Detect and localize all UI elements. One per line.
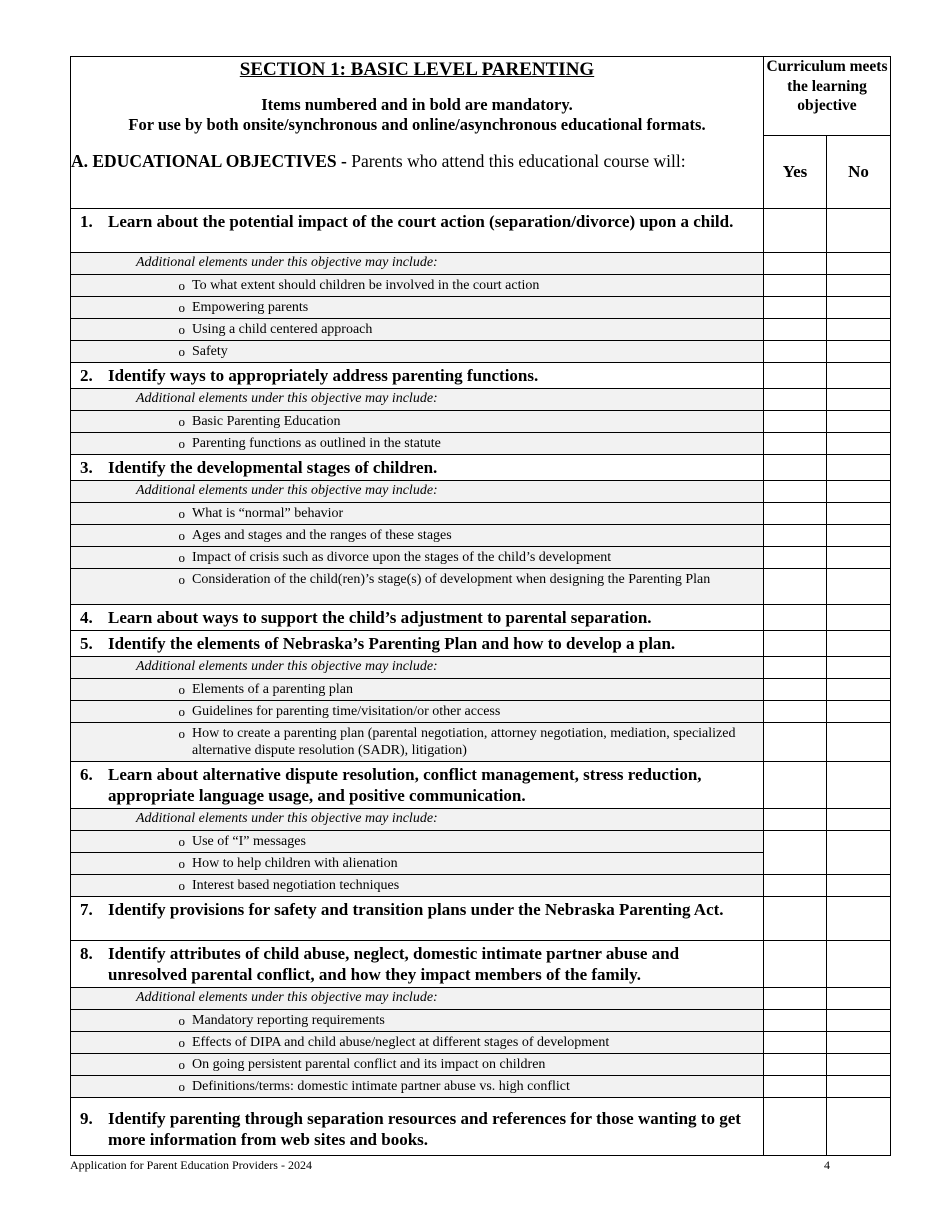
objective-number: 3. <box>80 458 93 477</box>
element-no-cell[interactable] <box>827 1076 891 1098</box>
bullet-icon: o <box>178 278 185 293</box>
format-note: For use by both onsite/synchronous and online/asynchronous educational formats. <box>128 115 706 134</box>
objective <box>71 897 763 922</box>
element-yes-cell[interactable] <box>764 1054 827 1076</box>
objective-text: Learn about ways to support the child’s adjustment to parental separation. <box>108 608 652 627</box>
objective-9-yes-checkbox-cell[interactable] <box>764 1098 827 1156</box>
edu-text: Parents who attend this educational course will: <box>351 151 686 171</box>
element-no-cell[interactable] <box>827 341 891 363</box>
element-text: How to help children with alienation <box>192 856 398 871</box>
bullet-icon: o <box>178 682 185 697</box>
list-item <box>71 831 764 853</box>
objective-3-no-checkbox-cell[interactable] <box>827 455 891 481</box>
element-yes-cell[interactable] <box>764 547 827 569</box>
list-item <box>71 853 764 875</box>
educational-objectives-intro <box>71 151 763 188</box>
bullet-icon: o <box>178 506 185 521</box>
element-row <box>71 569 891 605</box>
objective-text: Identify attributes of child abuse, neglect, domestic intimate partner abuse and unresolved parental conflict, and how they impact members of the family. <box>108 944 680 984</box>
objective-4-no-checkbox-cell[interactable] <box>827 605 891 631</box>
element-yes-cell[interactable] <box>764 679 827 701</box>
additional-no-cell[interactable] <box>827 481 891 503</box>
list-item <box>71 1076 764 1098</box>
list-item <box>71 701 764 723</box>
bullet-icon: o <box>178 550 185 565</box>
list-item <box>71 341 764 363</box>
additional-elements-row <box>71 988 891 1010</box>
additional-elements-row <box>71 481 891 503</box>
bullet-icon: o <box>178 878 185 893</box>
objective-text: Identify provisions for safety and transition plans under the Nebraska Parenting Act. <box>108 900 724 919</box>
additional-yes-cell[interactable] <box>764 809 827 831</box>
objective-number: 9. <box>80 1109 93 1128</box>
objective-row <box>71 762 891 809</box>
additional-elements-label: Additional elements under this objective may include: <box>71 253 764 275</box>
element-text: Definitions/terms: domestic intimate partner abuse vs. high conflict <box>192 1079 570 1094</box>
no-header: No <box>827 136 891 209</box>
element-text: Use of “I” messages <box>192 834 306 849</box>
element-no-cell[interactable] <box>827 503 891 525</box>
objective <box>71 941 763 987</box>
element-text: How to create a parenting plan (parental negotiation, attorney negotiation, mediation, specialized alternative dispute resolution (SADR), litigation) <box>192 726 736 758</box>
element-text: To what extent should children be involved in the court action <box>192 278 540 293</box>
list-item <box>71 297 764 319</box>
objective-text: Identify the developmental stages of children. <box>108 458 438 477</box>
element-row <box>71 297 891 319</box>
additional-no-cell[interactable] <box>827 657 891 679</box>
element-row <box>71 1032 891 1054</box>
additional-yes-cell[interactable] <box>764 481 827 503</box>
element-no-cell[interactable] <box>827 569 891 605</box>
element-yes-cell[interactable] <box>764 341 827 363</box>
additional-no-cell[interactable] <box>827 809 891 831</box>
list-item <box>71 1054 764 1076</box>
element-text: Basic Parenting Education <box>192 414 341 429</box>
element-text: Empowering parents <box>192 300 309 315</box>
element-text: Using a child centered approach <box>192 322 373 337</box>
objective-number: 8. <box>80 944 93 963</box>
objective-6-no-checkbox-cell[interactable] <box>827 762 891 809</box>
element-text: Parenting functions as outlined in the statute <box>192 436 441 451</box>
objective-text: Identify the elements of Nebraska’s Parenting Plan and how to develop a plan. <box>108 634 676 653</box>
bullet-icon: o <box>178 1057 185 1072</box>
additional-elements-label: Additional elements under this objective may include: <box>71 481 764 503</box>
bullet-icon: o <box>178 704 185 719</box>
objective-row <box>71 941 891 988</box>
element-yes-cell[interactable] <box>764 411 827 433</box>
element-yes-cell[interactable] <box>764 275 827 297</box>
objective-1-yes-checkbox-cell[interactable] <box>764 209 827 253</box>
element-text: Interest based negotiation techniques <box>192 878 400 893</box>
element-yes-cell[interactable] <box>764 503 827 525</box>
objective-1-no-checkbox-cell[interactable] <box>827 209 891 253</box>
element-yes-cell[interactable] <box>764 723 827 762</box>
list-item <box>71 547 764 569</box>
element-text: Ages and stages and the ranges of these stages <box>192 528 452 543</box>
bullet-icon: o <box>178 572 185 587</box>
element-no-cell[interactable] <box>827 875 891 897</box>
element-no-cell[interactable] <box>827 1010 891 1032</box>
element-no-cell[interactable] <box>827 275 891 297</box>
element-no-cell[interactable] <box>827 433 891 455</box>
element-no-cell[interactable] <box>827 701 891 723</box>
element-row <box>71 1054 891 1076</box>
element-text: Impact of crisis such as divorce upon the stages of the child’s development <box>192 550 612 565</box>
page-number: 4 <box>824 1158 830 1172</box>
objective-7-yes-checkbox-cell[interactable] <box>764 897 827 941</box>
objective-9-no-checkbox-cell[interactable] <box>827 1098 891 1156</box>
additional-no-cell[interactable] <box>827 253 891 275</box>
objective-6-yes-checkbox-cell[interactable] <box>764 762 827 809</box>
list-item <box>71 875 764 897</box>
objective <box>71 762 763 808</box>
element-yes-cell[interactable] <box>764 831 827 875</box>
element-row <box>71 341 891 363</box>
section-header <box>71 57 764 209</box>
element-no-cell[interactable] <box>827 831 891 875</box>
element-yes-cell[interactable] <box>764 1032 827 1054</box>
objective-number: 2. <box>80 366 93 385</box>
element-no-cell[interactable] <box>827 547 891 569</box>
element-row <box>71 723 891 762</box>
element-row <box>71 547 891 569</box>
objective-7-no-checkbox-cell[interactable] <box>827 897 891 941</box>
element-no-cell[interactable] <box>827 411 891 433</box>
objective <box>71 363 763 388</box>
objective <box>71 455 763 480</box>
element-text: Effects of DIPA and child abuse/neglect at different stages of development <box>192 1035 610 1050</box>
element-row <box>71 319 891 341</box>
bullet-icon: o <box>178 1013 185 1028</box>
bullet-icon: o <box>178 436 185 451</box>
additional-elements-row <box>71 809 891 831</box>
element-no-cell[interactable] <box>827 1032 891 1054</box>
additional-elements-row <box>71 253 891 275</box>
objective-number: 7. <box>80 900 93 919</box>
curriculum-header: Curriculum meets the learning objective <box>764 57 891 136</box>
element-no-cell[interactable] <box>827 319 891 341</box>
additional-elements-label: Additional elements under this objective may include: <box>71 809 764 831</box>
yes-header: Yes <box>764 136 827 209</box>
bullet-icon: o <box>178 322 185 337</box>
bullet-icon: o <box>178 300 185 315</box>
element-no-cell[interactable] <box>827 679 891 701</box>
objective-text: Learn about alternative dispute resolution, conflict management, stress reduction, appropriate language usage, and positive communication. <box>108 765 702 805</box>
objective-2-yes-checkbox-cell[interactable] <box>764 363 827 389</box>
objective-row <box>71 897 891 941</box>
objective-row <box>71 455 891 481</box>
additional-no-cell[interactable] <box>827 988 891 1010</box>
objective-2-no-checkbox-cell[interactable] <box>827 363 891 389</box>
objective-8-yes-checkbox-cell[interactable] <box>764 941 827 988</box>
objective-3-yes-checkbox-cell[interactable] <box>764 455 827 481</box>
element-row <box>71 1010 891 1032</box>
element-text: Elements of a parenting plan <box>192 682 353 697</box>
element-text: On going persistent parental conflict and its impact on children <box>192 1057 546 1072</box>
list-item <box>71 503 764 525</box>
objective <box>71 209 763 234</box>
bullet-icon: o <box>178 834 185 849</box>
element-no-cell[interactable] <box>827 723 891 762</box>
section-title: SECTION 1: BASIC LEVEL PARENTING <box>239 59 595 80</box>
element-yes-cell[interactable] <box>764 297 827 319</box>
additional-elements-row <box>71 389 891 411</box>
list-item <box>71 679 764 701</box>
element-row <box>71 433 891 455</box>
element-row <box>71 875 891 897</box>
objective <box>71 605 763 630</box>
additional-elements-row <box>71 657 891 679</box>
additional-yes-cell[interactable] <box>764 253 827 275</box>
element-yes-cell[interactable] <box>764 1010 827 1032</box>
list-item <box>71 723 764 762</box>
objective <box>71 1106 763 1152</box>
objective-row <box>71 605 891 631</box>
additional-yes-cell[interactable] <box>764 988 827 1010</box>
bullet-icon: o <box>178 726 185 741</box>
additional-elements-label: Additional elements under this objective may include: <box>71 657 764 679</box>
element-yes-cell[interactable] <box>764 433 827 455</box>
additional-yes-cell[interactable] <box>764 389 827 411</box>
bullet-icon: o <box>178 528 185 543</box>
list-item <box>71 433 764 455</box>
objective-number: 5. <box>80 634 93 653</box>
objective-5-yes-checkbox-cell[interactable] <box>764 631 827 657</box>
element-yes-cell[interactable] <box>764 525 827 547</box>
element-row <box>71 1076 891 1098</box>
element-text: Consideration of the child(ren)’s stage(s) of development when designing the Parenting Plan <box>192 572 711 587</box>
objective-number: 6. <box>80 765 93 784</box>
bullet-icon: o <box>178 414 185 429</box>
list-item <box>71 319 764 341</box>
objective-text: Identify ways to appropriately address parenting functions. <box>108 366 539 385</box>
bullet-icon: o <box>178 856 185 871</box>
element-yes-cell[interactable] <box>764 1076 827 1098</box>
objective-number: 1. <box>80 212 93 231</box>
mandatory-note: Items numbered and in bold are mandatory. <box>261 95 573 114</box>
bullet-icon: o <box>178 1035 185 1050</box>
element-row <box>71 503 891 525</box>
objective-text: Identify parenting through separation resources and references for those wanting to get more information from web sites and books. <box>108 1109 741 1149</box>
objective-row <box>71 1098 891 1156</box>
objective-5-no-checkbox-cell[interactable] <box>827 631 891 657</box>
element-row <box>71 525 891 547</box>
objectives-table <box>70 56 891 1156</box>
additional-elements-label: Additional elements under this objective may include: <box>71 389 764 411</box>
element-no-cell[interactable] <box>827 525 891 547</box>
element-text: Mandatory reporting requirements <box>192 1013 385 1028</box>
additional-yes-cell[interactable] <box>764 657 827 679</box>
list-item <box>71 411 764 433</box>
element-row <box>71 275 891 297</box>
bullet-icon: o <box>178 344 185 359</box>
additional-elements-label: Additional elements under this objective may include: <box>71 988 764 1010</box>
list-item <box>71 569 764 605</box>
element-text: Guidelines for parenting time/visitation/or other access <box>192 704 501 719</box>
element-yes-cell[interactable] <box>764 569 827 605</box>
objective-4-yes-checkbox-cell[interactable] <box>764 605 827 631</box>
objective-text: Learn about the potential impact of the court action (separation/divorce) upon a child. <box>108 212 734 231</box>
bullet-icon: o <box>178 1079 185 1094</box>
element-yes-cell[interactable] <box>764 319 827 341</box>
objective-row <box>71 209 891 253</box>
objective-row <box>71 363 891 389</box>
element-row <box>71 701 891 723</box>
element-no-cell[interactable] <box>827 297 891 319</box>
list-item <box>71 1010 764 1032</box>
element-row <box>71 831 891 853</box>
objective-number: 4. <box>80 608 93 627</box>
footer-title: Application for Parent Education Providers - 2024 <box>70 1158 312 1172</box>
element-text: What is “normal” behavior <box>192 506 344 521</box>
objective-8-no-checkbox-cell[interactable] <box>827 941 891 988</box>
objective-row <box>71 631 891 657</box>
list-item <box>71 1032 764 1054</box>
element-yes-cell[interactable] <box>764 701 827 723</box>
element-no-cell[interactable] <box>827 1054 891 1076</box>
additional-no-cell[interactable] <box>827 389 891 411</box>
element-text: Safety <box>192 344 228 359</box>
list-item <box>71 275 764 297</box>
element-row <box>71 411 891 433</box>
list-item <box>71 525 764 547</box>
element-row <box>71 679 891 701</box>
element-yes-cell[interactable] <box>764 875 827 897</box>
edu-heading: A. EDUCATIONAL OBJECTIVES - <box>71 151 352 171</box>
objective <box>71 631 763 656</box>
